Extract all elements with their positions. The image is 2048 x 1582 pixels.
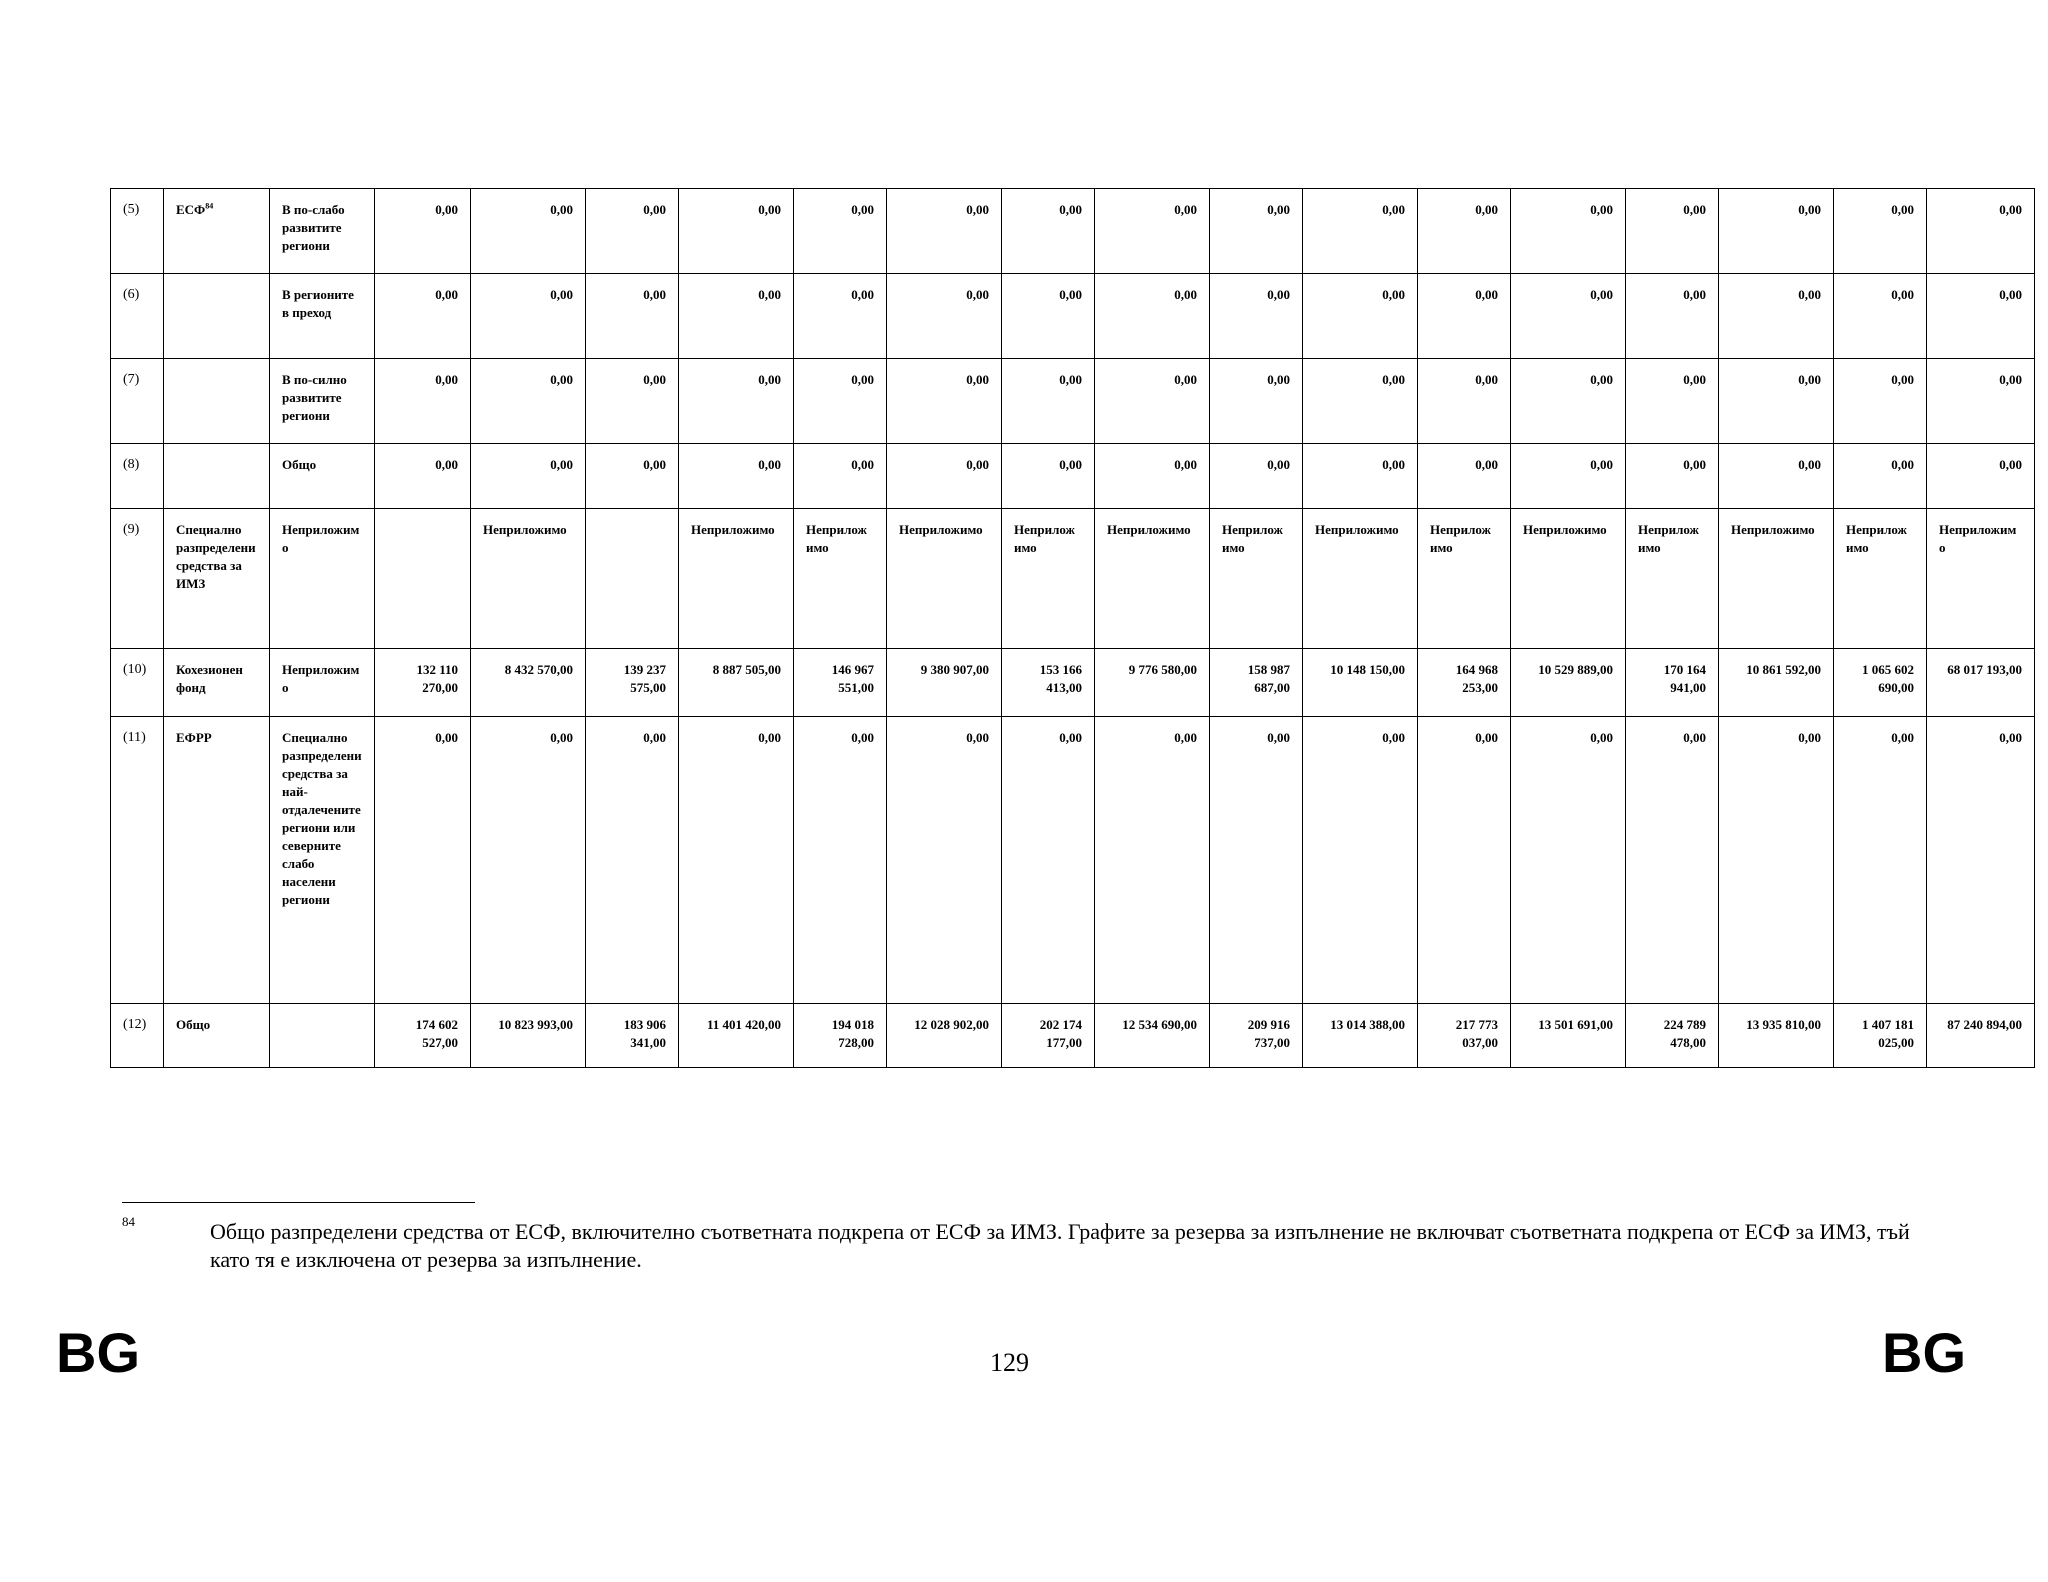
value-cell: 0,00 [471, 717, 586, 1004]
value-cell: 0,00 [1002, 189, 1095, 274]
value-cell: 0,00 [1834, 189, 1927, 274]
category-cell: В регионите в преход [270, 274, 375, 359]
fund-cell [164, 717, 270, 1004]
value-cell: 0,00 [1834, 274, 1927, 359]
value-cell: 183 906 341,00 [586, 1004, 679, 1068]
value-cell: 224 789 478,00 [1626, 1004, 1719, 1068]
value-cell [586, 509, 679, 649]
value-cell: 0,00 [375, 444, 471, 509]
value-cell: 146 967 551,00 [794, 649, 887, 717]
value-cell: 0,00 [1418, 444, 1511, 509]
category-cell: Неприложимо [270, 649, 375, 717]
value-cell: 0,00 [794, 189, 887, 274]
value-cell: 158 987 687,00 [1210, 649, 1303, 717]
fund-name: ЕФРР [176, 730, 212, 745]
value-cell: 0,00 [1002, 444, 1095, 509]
value-cell: Неприложимо [1626, 509, 1719, 649]
value-cell: 0,00 [375, 189, 471, 274]
table-row [111, 359, 2035, 444]
language-code-left: BG [56, 1321, 140, 1384]
category-cell [270, 1004, 375, 1068]
value-cell: 0,00 [887, 359, 1002, 444]
value-cell: 0,00 [1418, 717, 1511, 1004]
value-cell: 9 380 907,00 [887, 649, 1002, 717]
value-cell: 0,00 [586, 274, 679, 359]
page-number: 129 [990, 1348, 1029, 1377]
value-cell: 0,00 [1095, 717, 1210, 1004]
value-cell: 0,00 [586, 717, 679, 1004]
value-cell: 0,00 [375, 274, 471, 359]
fund-name: Общо [176, 1017, 211, 1032]
value-cell: 132 110 270,00 [375, 649, 471, 717]
fund-cell [164, 274, 270, 359]
value-cell: 0,00 [887, 189, 1002, 274]
value-cell: 0,00 [1927, 359, 2035, 444]
value-cell: 0,00 [1002, 274, 1095, 359]
value-cell: 0,00 [1418, 189, 1511, 274]
value-cell: 0,00 [1418, 274, 1511, 359]
value-cell: 0,00 [1210, 444, 1303, 509]
value-cell: 8 887 505,00 [679, 649, 794, 717]
value-cell: 0,00 [1002, 359, 1095, 444]
value-cell: Неприложимо [1927, 509, 2035, 649]
value-cell: 0,00 [794, 274, 887, 359]
fund-cell [164, 359, 270, 444]
value-cell: Неприложимо [1210, 509, 1303, 649]
value-cell: 0,00 [1511, 444, 1626, 509]
value-cell: Неприложимо [1834, 509, 1927, 649]
fund-cell [164, 509, 270, 649]
row-index: (9) [111, 509, 164, 649]
value-cell: 0,00 [375, 717, 471, 1004]
value-cell: 0,00 [1511, 359, 1626, 444]
value-cell: 12 028 902,00 [887, 1004, 1002, 1068]
value-cell: 0,00 [679, 717, 794, 1004]
value-cell: 0,00 [471, 189, 586, 274]
row-index: (10) [111, 649, 164, 717]
value-cell: Неприложимо [1418, 509, 1511, 649]
table-row [111, 444, 2035, 509]
value-cell: 0,00 [1719, 444, 1834, 509]
value-cell: 0,00 [1834, 444, 1927, 509]
value-cell: 13 935 810,00 [1719, 1004, 1834, 1068]
table-row [111, 509, 2035, 649]
value-cell: 194 018 728,00 [794, 1004, 887, 1068]
value-cell: 174 602 527,00 [375, 1004, 471, 1068]
value-cell [375, 509, 471, 649]
category-cell: Неприложимо [270, 509, 375, 649]
value-cell: 0,00 [1095, 274, 1210, 359]
fund-cell [164, 649, 270, 717]
category-cell: В по-силно развитите региони [270, 359, 375, 444]
value-cell: 10 861 592,00 [1719, 649, 1834, 717]
value-cell: 10 529 889,00 [1511, 649, 1626, 717]
value-cell: 202 174 177,00 [1002, 1004, 1095, 1068]
value-cell: Неприложимо [1511, 509, 1626, 649]
value-cell: 0,00 [471, 274, 586, 359]
category-cell: Специално разпределени средства за най-отдалечените региони или северните слабо населени региони [270, 717, 375, 1004]
row-index: (7) [111, 359, 164, 444]
table-row [111, 1004, 2035, 1068]
value-cell: 0,00 [679, 444, 794, 509]
language-code-right: BG [1882, 1321, 1966, 1384]
value-cell: Неприложимо [887, 509, 1002, 649]
value-cell: 217 773 037,00 [1418, 1004, 1511, 1068]
value-cell: 0,00 [1210, 189, 1303, 274]
fund-name: ЕСФ [176, 202, 206, 217]
value-cell: 0,00 [471, 444, 586, 509]
value-cell: 0,00 [586, 189, 679, 274]
value-cell: 0,00 [1626, 359, 1719, 444]
value-cell: 0,00 [1834, 717, 1927, 1004]
value-cell: 87 240 894,00 [1927, 1004, 2035, 1068]
value-cell: 0,00 [1002, 717, 1095, 1004]
value-cell: 0,00 [1626, 274, 1719, 359]
value-cell: Неприложимо [1002, 509, 1095, 649]
table-row [111, 274, 2035, 359]
value-cell: 13 014 388,00 [1303, 1004, 1418, 1068]
value-cell: 0,00 [794, 359, 887, 444]
footnote-separator [122, 1202, 475, 1203]
value-cell: 170 164 941,00 [1626, 649, 1719, 717]
value-cell: 0,00 [1719, 717, 1834, 1004]
value-cell: 0,00 [1095, 359, 1210, 444]
value-cell: Неприложимо [679, 509, 794, 649]
value-cell: 0,00 [586, 444, 679, 509]
value-cell: 0,00 [471, 359, 586, 444]
value-cell: 0,00 [794, 717, 887, 1004]
value-cell: Неприложимо [471, 509, 586, 649]
row-index: (8) [111, 444, 164, 509]
value-cell: 139 237 575,00 [586, 649, 679, 717]
fund-name: Специално разпределени средства за ИМЗ [176, 522, 256, 591]
value-cell: 0,00 [1927, 274, 2035, 359]
value-cell: 68 017 193,00 [1927, 649, 2035, 717]
value-cell: 11 401 420,00 [679, 1004, 794, 1068]
row-index: (5) [111, 189, 164, 274]
value-cell: 0,00 [679, 274, 794, 359]
value-cell: 0,00 [1210, 717, 1303, 1004]
value-cell: 0,00 [1511, 189, 1626, 274]
value-cell: 0,00 [679, 359, 794, 444]
value-cell: 153 166 413,00 [1002, 649, 1095, 717]
category-cell: Общо [270, 444, 375, 509]
value-cell: 0,00 [1719, 189, 1834, 274]
value-cell: 1 065 602 690,00 [1834, 649, 1927, 717]
value-cell: 0,00 [1303, 359, 1418, 444]
value-cell: 13 501 691,00 [1511, 1004, 1626, 1068]
table-row [111, 717, 2035, 1004]
value-cell: 0,00 [1927, 444, 2035, 509]
value-cell: 0,00 [1834, 359, 1927, 444]
value-cell: 0,00 [1303, 189, 1418, 274]
value-cell: 0,00 [887, 717, 1002, 1004]
row-index: (6) [111, 274, 164, 359]
value-cell: 0,00 [679, 189, 794, 274]
value-cell: 0,00 [1626, 189, 1719, 274]
financial-table [110, 188, 2035, 1068]
value-cell: 0,00 [1303, 444, 1418, 509]
fund-cell [164, 1004, 270, 1068]
value-cell: 0,00 [1626, 444, 1719, 509]
value-cell: 0,00 [1303, 717, 1418, 1004]
value-cell: 0,00 [1511, 717, 1626, 1004]
value-cell: Неприложимо [1095, 509, 1210, 649]
table-body [111, 189, 2035, 1068]
value-cell: Неприложимо [1719, 509, 1834, 649]
value-cell: Неприложимо [1303, 509, 1418, 649]
value-cell: 0,00 [887, 274, 1002, 359]
value-cell: 0,00 [586, 359, 679, 444]
value-cell: 0,00 [1418, 359, 1511, 444]
value-cell: 0,00 [375, 359, 471, 444]
value-cell: 0,00 [1303, 274, 1418, 359]
footnote-reference: 84 [205, 201, 214, 211]
value-cell: 12 534 690,00 [1095, 1004, 1210, 1068]
value-cell: 0,00 [1095, 189, 1210, 274]
row-index: (11) [111, 717, 164, 1004]
footnote-text: Общо разпределени средства от ЕСФ, включително съответната подкрепа от ЕСФ за ИМЗ. Графите за резерва за изпълнение не включват съответната подкрепа от ЕСФ за ИМЗ, тъй като тя е изключена от резерва за изпълнение. [210, 1219, 1910, 1272]
value-cell: 1 407 181 025,00 [1834, 1004, 1927, 1068]
value-cell: Неприложимо [794, 509, 887, 649]
value-cell: 0,00 [1210, 359, 1303, 444]
fund-cell [164, 444, 270, 509]
value-cell: 164 968 253,00 [1418, 649, 1511, 717]
value-cell: 10 148 150,00 [1303, 649, 1418, 717]
value-cell: 8 432 570,00 [471, 649, 586, 717]
value-cell: 0,00 [887, 444, 1002, 509]
value-cell: 209 916 737,00 [1210, 1004, 1303, 1068]
value-cell: 0,00 [1719, 359, 1834, 444]
value-cell: 0,00 [1511, 274, 1626, 359]
table-row [111, 189, 2035, 274]
table-row [111, 649, 2035, 717]
value-cell: 0,00 [1095, 444, 1210, 509]
value-cell: 0,00 [1927, 189, 2035, 274]
value-cell: 0,00 [794, 444, 887, 509]
value-cell: 0,00 [1927, 717, 2035, 1004]
value-cell: 10 823 993,00 [471, 1004, 586, 1068]
value-cell: 0,00 [1626, 717, 1719, 1004]
footnote-mark: 84 [122, 1214, 135, 1229]
value-cell: 0,00 [1719, 274, 1834, 359]
row-index: (12) [111, 1004, 164, 1068]
fund-cell [164, 189, 270, 274]
value-cell: 0,00 [1210, 274, 1303, 359]
category-cell: В по-слабо развитите региони [270, 189, 375, 274]
value-cell: 9 776 580,00 [1095, 649, 1210, 717]
fund-name: Кохезионен фонд [176, 662, 243, 695]
